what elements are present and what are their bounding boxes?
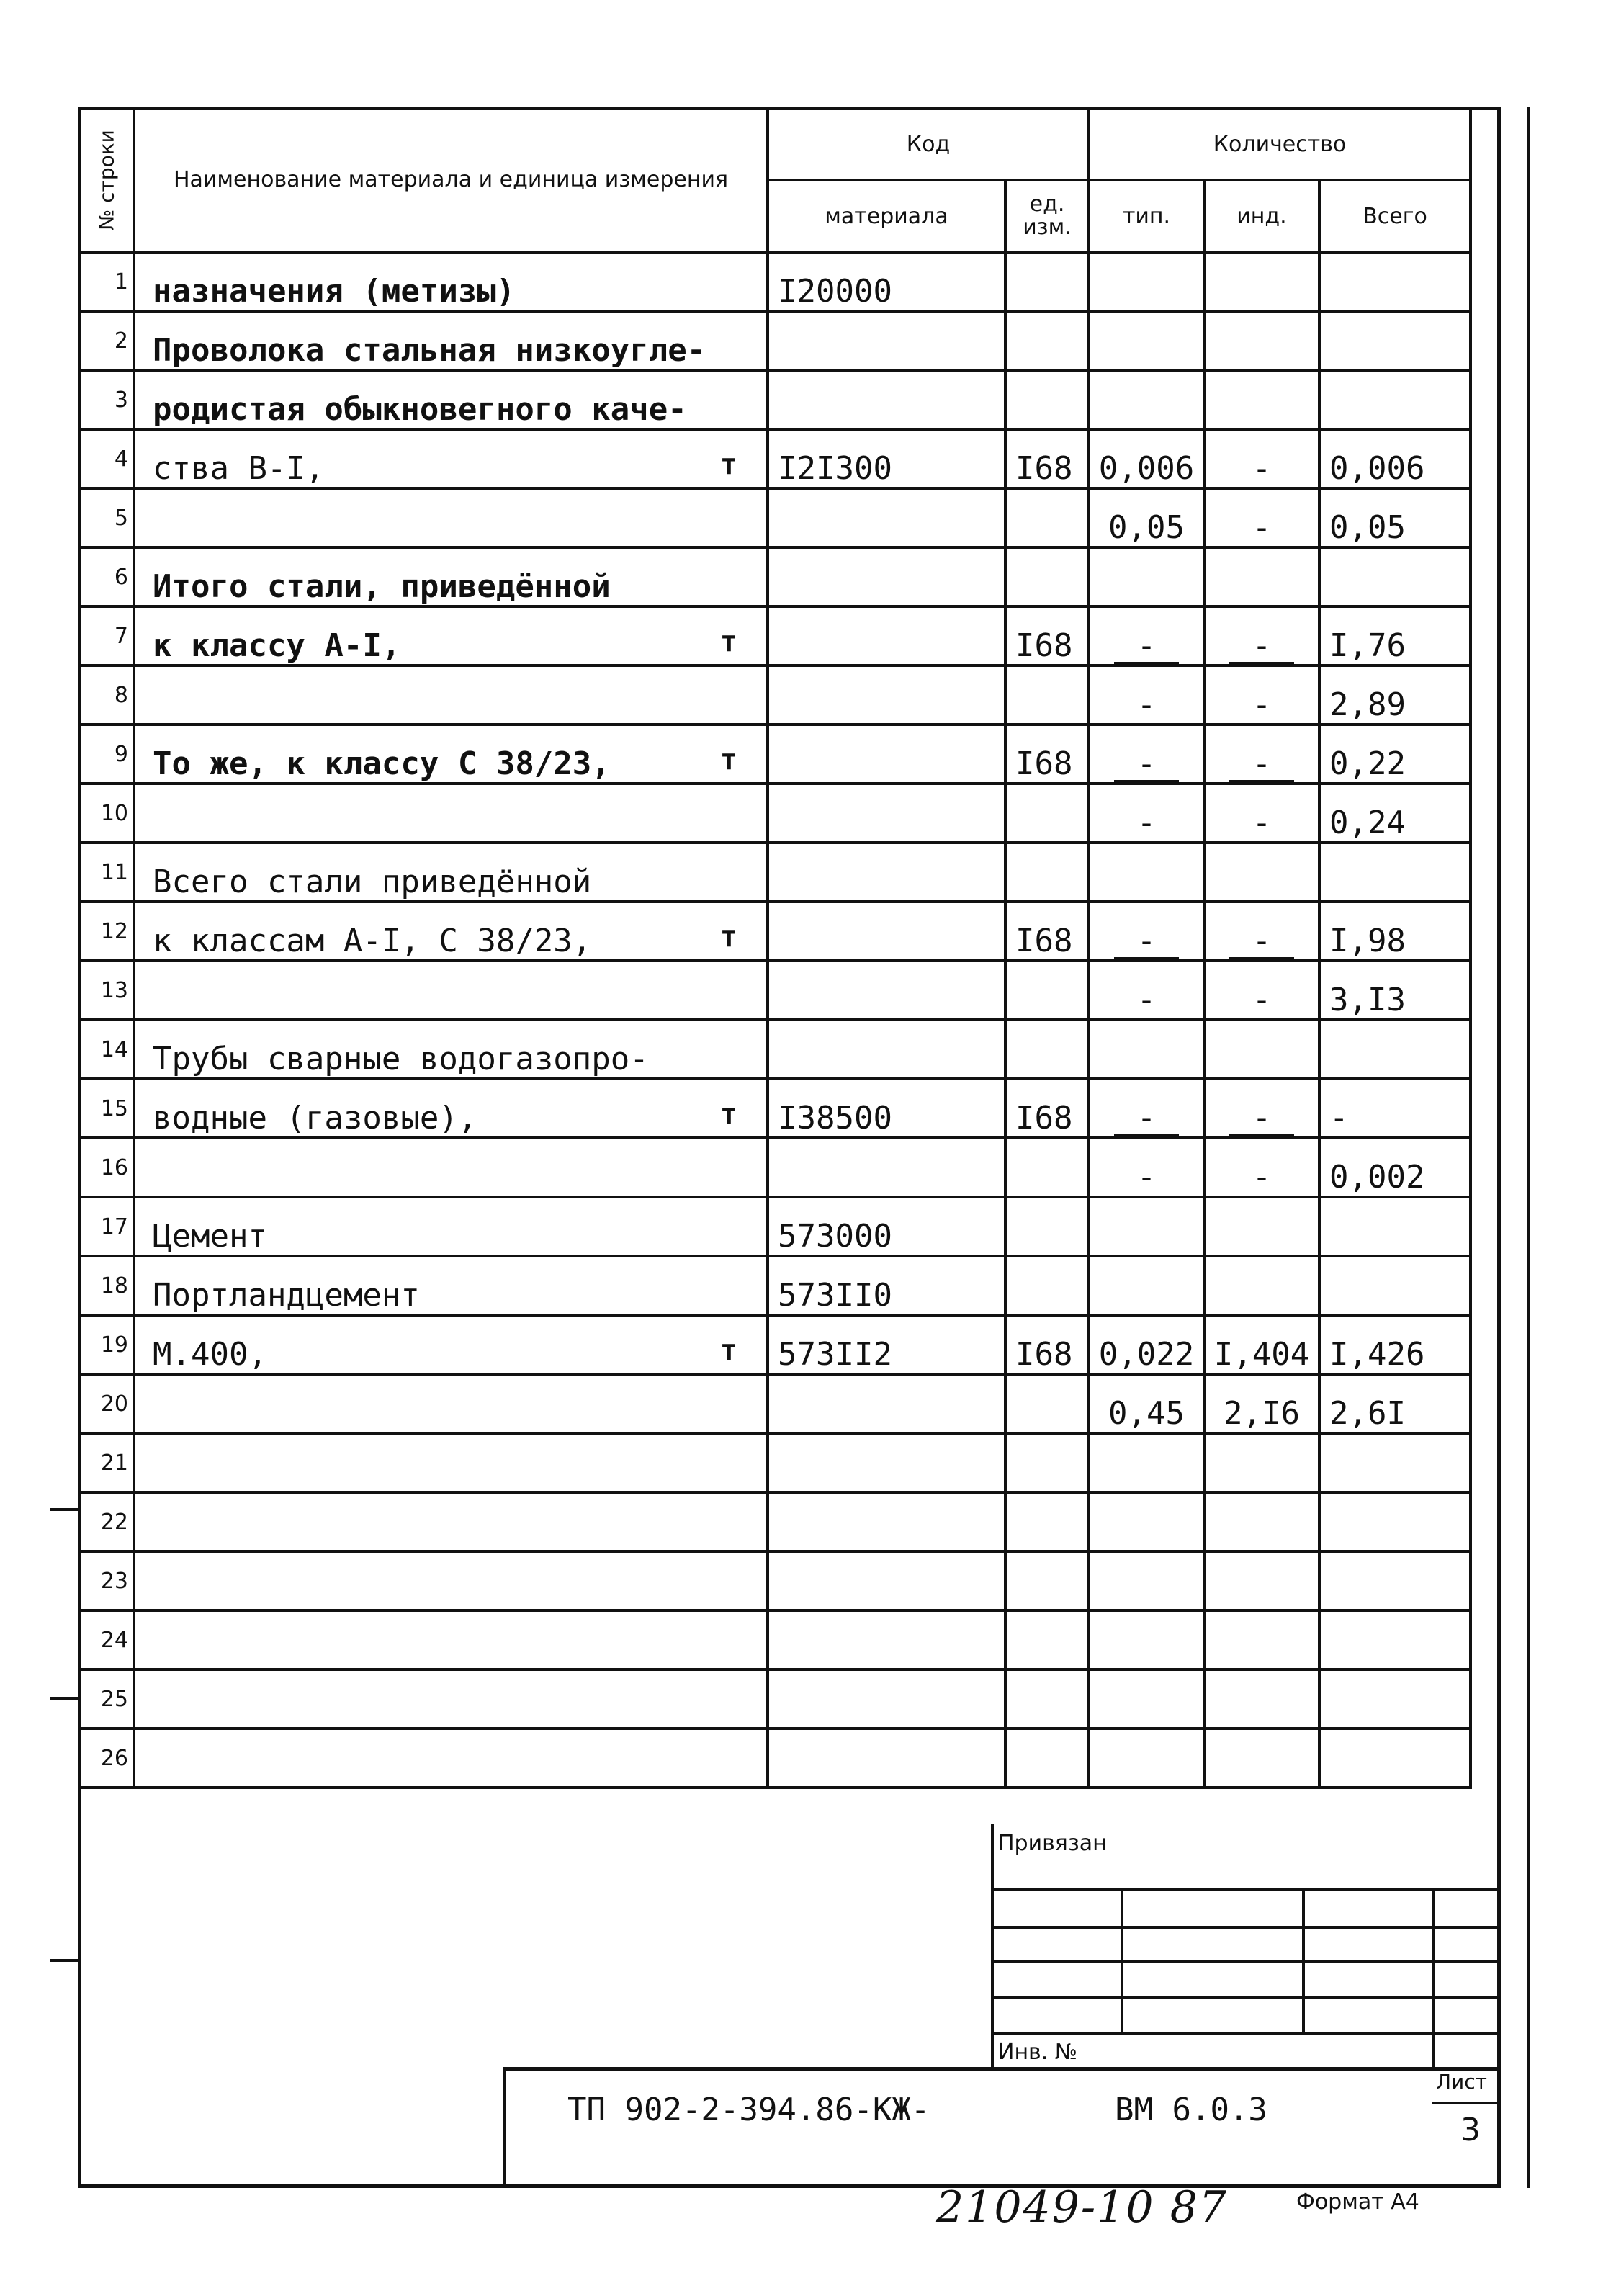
quantity-total: 3,I3 [1319,961,1471,1020]
unit-of-measure: т [719,743,737,776]
row-number: 24 [79,1610,134,1669]
binding-mark [50,1697,79,1700]
quantity-ind-value: - [1252,450,1272,487]
quantity-ind-value: 2,I6 [1224,1395,1300,1432]
row-number: 20 [79,1374,134,1433]
right-edge-line [1527,107,1530,2188]
qty-typ-header: тип. [1089,180,1204,252]
material-code: 573II2 [768,1315,1005,1374]
quantity-typ-value: - [1136,686,1157,723]
code-material-header: материала [768,180,1005,252]
quantity-total: 0,006 [1319,429,1471,488]
row-number: 9 [79,725,134,784]
unit-code: I68 [1005,902,1089,961]
row-number: 19 [79,1315,134,1374]
row-number: 26 [79,1728,134,1788]
sheet-number: 3 [1460,2112,1481,2148]
row-number: 17 [79,1197,134,1256]
binding-mark [50,1959,79,1962]
material-name-text: ства В-I, [153,450,325,487]
row-number: 16 [79,1138,134,1197]
row-number: 11 [79,843,134,902]
quantity-ind-value: - [1229,632,1294,660]
quantity-total: 2,6I [1319,1374,1471,1433]
quantity-total: 0,002 [1319,1138,1471,1197]
quantity-typ-value: - [1136,1159,1157,1196]
quantity-ind-value: - [1252,1159,1272,1196]
unit-of-measure: т [719,1334,737,1367]
quantity-ind-value: - [1229,927,1294,956]
unit-of-measure: т [719,1098,737,1131]
row-number: 18 [79,1256,134,1315]
row-number-header: № строки [79,108,134,252]
row-number: 10 [79,784,134,843]
format-label: Формат А4 [1296,2189,1419,2215]
document-suffix: ВМ 6.0.3 [1115,2091,1267,2128]
material-name-text: Всего стали приведённой [153,864,592,900]
row-number: 13 [79,961,134,1020]
quantity-total: I,426 [1319,1315,1471,1374]
row-number: 25 [79,1669,134,1728]
material-name-text: То же, к классу С 38/23, [153,745,611,782]
quantity-typ-value: - [1136,804,1157,841]
code-group-header: Код [768,108,1089,180]
unit-of-measure: т [719,625,737,658]
material-name-text: Цемент [153,1218,267,1255]
material-name-text: Итого стали, приведённой [153,568,611,605]
quantity-total: 0,22 [1319,725,1471,784]
quantity-ind-value: - [1252,686,1272,723]
handwritten-number: 21049-10 87 [936,2182,1228,2233]
unit-code: I68 [1005,1079,1089,1138]
quantity-typ-value: 0,022 [1098,1336,1195,1373]
quantity-total: 2,89 [1319,665,1471,725]
quantity-total: I,76 [1319,606,1471,665]
row-number: 5 [79,488,134,547]
material-name-header: Наименование материала и единица измерения [134,108,768,252]
material-code: I2I300 [768,429,1005,488]
unit-code: I68 [1005,606,1089,665]
document-code: ТП 902-2-394.86-КЖ- [567,2091,930,2128]
binding-mark [50,1508,79,1511]
sheet-label: Лист [1436,2070,1487,2094]
row-number: 1 [79,252,134,311]
quantity-ind-value: - [1252,982,1272,1018]
row-number: 4 [79,429,134,488]
material-name-text: Трубы сварные водогазопро- [153,1041,649,1077]
quantity-ind-value: I,404 [1213,1336,1310,1373]
material-name-text: Проволока стальная низкоугле- [153,332,706,369]
material-name-text: водные (газовые), [153,1100,477,1136]
row-number: 21 [79,1433,134,1492]
unit-code: I68 [1005,725,1089,784]
unit-of-measure: т [719,920,737,954]
material-code: 573II0 [768,1256,1005,1315]
quantity-total: 0,24 [1319,784,1471,843]
row-number: 2 [79,311,134,370]
quantity-ind-value: - [1229,750,1294,779]
bound-label: Привязан [998,1831,1107,1856]
row-number: 8 [79,665,134,725]
material-name-text: к классу А-I, [153,627,401,664]
row-number: 23 [79,1551,134,1610]
row-number: 12 [79,902,134,961]
unit-of-measure: т [719,448,737,481]
material-code: I38500 [768,1079,1005,1138]
quantity-typ-value: - [1114,1104,1179,1133]
quantity-ind-value: - [1229,1104,1294,1133]
material-code: 573000 [768,1197,1005,1256]
row-number: 6 [79,547,134,606]
material-name-text: к классам А-I, С 38/23, [153,923,592,959]
quantity-ind-value: - [1252,804,1272,841]
row-number: 3 [79,370,134,429]
material-name-text: М.400, [153,1336,267,1373]
quantity-typ-value: 0,006 [1098,450,1195,487]
quantity-ind-value: - [1252,509,1272,546]
quantity-typ-value: - [1114,750,1179,779]
unit-code: I68 [1005,429,1089,488]
material-name-text: родистая обыкновегного каче- [153,391,687,428]
row-number: 15 [79,1079,134,1138]
quantity-typ-value: - [1114,632,1179,660]
inventory-label: Инв. № [998,2040,1078,2065]
quantity-total: - [1319,1079,1471,1138]
row-number: 14 [79,1020,134,1079]
unit-code: I68 [1005,1315,1089,1374]
quantity-typ-value: 0,05 [1108,509,1185,546]
quantity-group-header: Количество [1089,108,1471,180]
material-name-text: назначения (метизы) [153,273,516,310]
row-number: 22 [79,1492,134,1551]
qty-ind-header: инд. [1204,180,1319,252]
quantity-typ-value: 0,45 [1108,1395,1185,1432]
quantity-total: I,98 [1319,902,1471,961]
code-unit-header: ед. изм. [1005,180,1089,252]
material-code: I20000 [768,252,1005,311]
qty-total-header: Всего [1319,180,1471,252]
page-frame [78,107,1501,2188]
quantity-total: 0,05 [1319,488,1471,547]
row-number: 7 [79,606,134,665]
quantity-typ-value: - [1136,982,1157,1018]
material-name-text: Портландцемент [153,1277,420,1314]
quantity-typ-value: - [1114,927,1179,956]
